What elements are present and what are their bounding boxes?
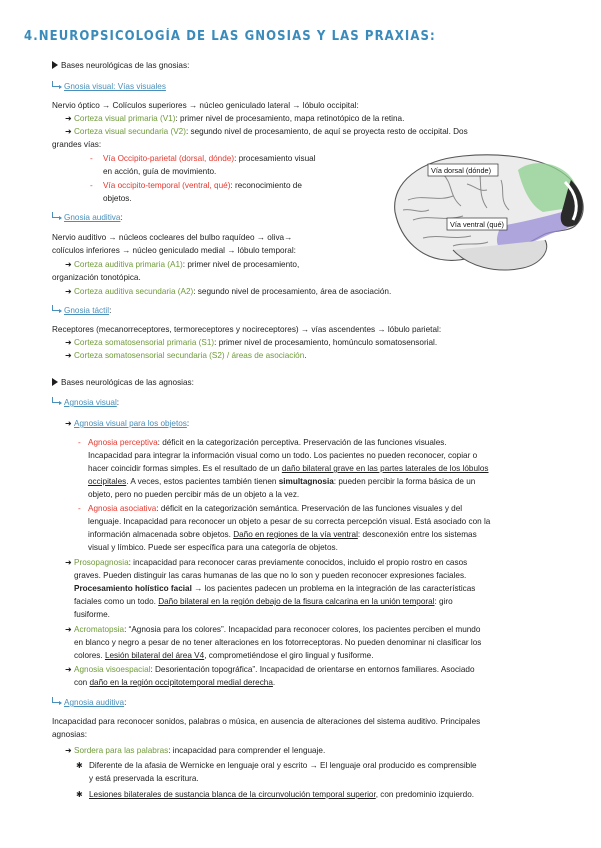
sordera-bullet-1: ✱ Diferente de la afasia de Wernicke en lenguaje oral y escrito → El lenguaje oral producido es comprensible xyxy=(76,761,477,770)
triangle-bullet-icon xyxy=(52,378,58,386)
arrow-icon: ➜ xyxy=(65,419,72,428)
perceptiva-line-4: occipitales. A veces, estos pacientes también tienen simultagnosia: pueden percibir la forma básica de un xyxy=(88,477,476,486)
sordera-bullet-2: ✱ Lesiones bilaterales de sustancia blanca de la circunvolución temporal superior, con predominio izquierdo. xyxy=(76,790,475,799)
asociativa-line-3: información almacenada sobre objetos. Daño en regiones de la vía ventral: desconexión entre los sistemas xyxy=(88,530,477,539)
arrow-icon: ➜ xyxy=(65,625,72,634)
v1-item: ➜ Corteza visual primaria (V1): primer nivel de procesamiento, mapa retinotópico de la retina. xyxy=(65,114,405,123)
a2-item: ➜ Corteza auditiva secundaria (A2): segundo nivel de procesamiento, área de asociación. xyxy=(65,287,392,296)
gnosia-visual-label: Gnosia visual: Vías visuales xyxy=(52,81,166,92)
sub-arrow-icon xyxy=(52,397,59,403)
arrow-icon: ➜ xyxy=(65,338,72,347)
s2-item: ➜ Corteza somatosensorial secundaria (S2) / áreas de asociación. xyxy=(65,351,307,360)
sub-arrow-icon xyxy=(52,697,59,703)
star-bullet-icon: ✱ xyxy=(76,761,83,770)
prosopagnosia-line-4: faciales como un todo. Daño bilateral en la región debajo de la fisura calcarina en la unión temporal: giro xyxy=(74,597,453,606)
perceptiva-line-3: hacer coincidir formas simples. Es el resultado de un daño bilateral grave en las partes laterales de los lóbulos xyxy=(88,464,489,473)
agnosia-auditiva-line-1: Incapacidad para reconocer sonidos, palabras o música, en ausencia de alteraciones del sistema auditivo. Principales xyxy=(52,717,481,726)
agnosias-heading: Bases neurológicas de las agnosias: xyxy=(52,377,194,388)
perceptiva-line-2: Incapacidad para integrar la información visual como un todo. Los pacientes no pueden reconocer, copiar o xyxy=(88,451,478,460)
acromatopsia-line-2: en blanco y negro a pesar de no tener alteraciones en los fotorreceptoras. No pueden denominar ni clasificar los xyxy=(74,638,482,647)
star-bullet-icon: ✱ xyxy=(76,790,83,799)
gnosia-auditiva-label: Gnosia auditiva: xyxy=(52,212,123,223)
dorsal-item: - Vía Occipito-parietal (dorsal, dónde): procesamiento visual xyxy=(90,154,316,163)
visoespacial-item: ➜ Agnosia visoespacial: Desorientación topográfica”. Incapacidad de orientarse en entornos familiares. Asociado xyxy=(65,665,475,674)
agnosia-visual-label: Agnosia visual: xyxy=(52,397,119,408)
a1-item: ➜ Corteza auditiva primaria (A1): primer nivel de procesamiento, xyxy=(65,260,300,269)
asociativa-line-4: visual y límbico. Puede ser específica para una categoría de objetos. xyxy=(88,543,338,552)
gnosias-heading: Bases neurológicas de las gnosias: xyxy=(52,60,189,71)
dorsal-continuation: en acción, guía de movimiento. xyxy=(103,167,217,176)
sub-arrow-icon xyxy=(52,212,59,218)
sordera-item: ➜ Sordera para las palabras: incapacidad para comprender el lenguaje. xyxy=(65,746,326,755)
s1-item: ➜ Corteza somatosensorial primaria (S1): primer nivel de procesamiento, homúnculo somatosensorial. xyxy=(65,338,438,347)
agnosia-auditiva-label: Agnosia auditiva: xyxy=(52,697,126,708)
prosopagnosia-line-5: fusiforme. xyxy=(74,610,110,619)
a1-continuation: organización tonotópica. xyxy=(52,273,141,282)
prosopagnosia-line-2: graves. Pueden distinguir las caras humanas de las que no lo son y pueden reconocer expresiones faciales. xyxy=(74,571,467,580)
visoespacial-line-2: con daño en la región occipitotemporal medial derecha. xyxy=(74,678,276,687)
dorsal-tag: Vía dorsal (dónde) xyxy=(431,166,492,175)
ventral-item: - Vía occipito-temporal (ventral, qué): reconocimiento de xyxy=(90,181,302,190)
prosopagnosia-item: ➜ Prosopagnosia: incapacidad para reconocer caras previamente conocidos, incluido el propio rostro en casos xyxy=(65,558,468,567)
arrow-icon: ➜ xyxy=(65,260,72,269)
arrow-icon: ➜ xyxy=(65,746,72,755)
sub-arrow-icon xyxy=(52,81,59,87)
page-title: 4.NEUROPSICOLOGÍA DE LAS GNOSIAS Y LAS PRAXIAS: xyxy=(24,29,436,44)
arrow-icon: ➜ xyxy=(65,287,72,296)
asociativa-item: - Agnosia asociativa: déficit en la categorización semántica. Preservación de las funciones visuales y del xyxy=(78,504,463,513)
asociativa-line-2: lenguaje. Incapacidad para reconocer un objeto a pesar de su correcta percepción visual. Está asociado con la xyxy=(88,517,491,526)
arrow-icon: ➜ xyxy=(65,127,72,136)
v2-continuation: grandes vías: xyxy=(52,140,102,149)
v2-item: ➜ Corteza visual secundaria (V2): segundo nivel de procesamiento, de aquí se proyecta resto de occipital. Dos xyxy=(65,127,468,136)
ventral-continuation: objetos. xyxy=(103,194,132,203)
agnosia-auditiva-line-2: agnosias: xyxy=(52,730,88,739)
ventral-tag: Vía ventral (qué) xyxy=(450,220,504,229)
acromatopsia-item: ➜ Acromatopsia: “Agnosia para los colores”. Incapacidad para reconocer colores, los pacientes perciben el mundo xyxy=(65,625,481,634)
auditory-pathway-line-2: colículos inferiores → núcleo geniculado medial → lóbulo temporal: xyxy=(52,246,296,255)
tactile-pathway-line: Receptores (mecanorreceptores, termoreceptores y nocireceptores) → vías ascendentes → lóbulo parietal: xyxy=(52,325,442,334)
sub-arrow-icon xyxy=(52,305,59,311)
visual-pathway-line: Nervio óptico → Colículos superiores → núcleo geniculado lateral → lóbulo occipital: xyxy=(52,101,359,110)
prosopagnosia-line-3: Procesamiento holístico facial → los pacientes padecen un problema en la integración de las características xyxy=(74,584,476,593)
agnosia-objetos-label: ➜ Agnosia visual para los objetos: xyxy=(65,419,190,428)
triangle-bullet-icon xyxy=(52,61,58,69)
auditory-pathway-line-1: Nervio auditivo → núcleos cocleares del bulbo raquídeo → oliva→ xyxy=(52,233,293,242)
arrow-icon: ➜ xyxy=(65,114,72,123)
acromatopsia-line-3: colores. Lesión bilateral del área V4, comprometiéndose el giro lingual y fusiforme. xyxy=(74,651,374,660)
gnosia-tactil-label: Gnosia táctil: xyxy=(52,305,111,316)
perceptiva-item: - Agnosia perceptiva: déficit en la categorización perceptiva. Preservación de las funciones visuales. xyxy=(78,438,447,447)
sordera-bullet-1-continuation: y está preservada la escritura. xyxy=(89,774,199,783)
arrow-icon: ➜ xyxy=(65,558,72,567)
arrow-icon: ➜ xyxy=(65,665,72,674)
brain-diagram xyxy=(383,150,593,278)
perceptiva-line-5: objeto, pero no pueden percibir más de un objeto a la vez. xyxy=(88,490,300,499)
arrow-icon: ➜ xyxy=(65,351,72,360)
